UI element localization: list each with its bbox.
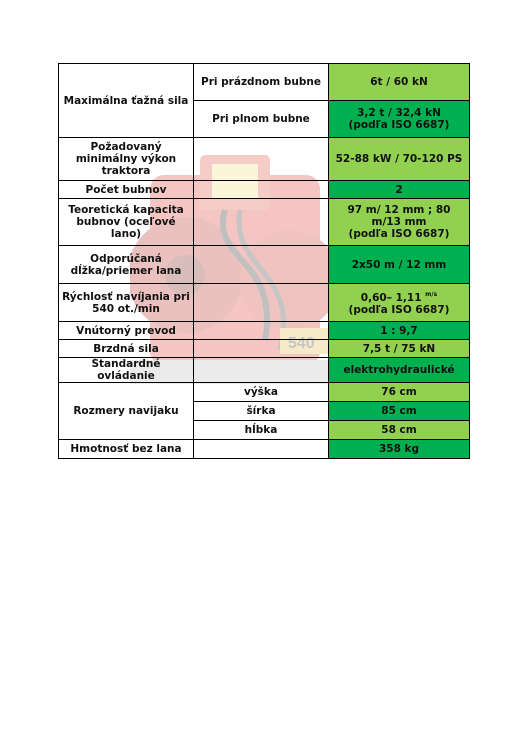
value-cell: 1 : 9,7 <box>329 322 470 340</box>
value-unit: m/s <box>425 291 438 298</box>
table-row <box>59 358 470 383</box>
value-cell: 76 cm <box>329 383 470 402</box>
value-cell <box>329 199 470 246</box>
table-row <box>59 199 470 246</box>
value-cell: 6t / 60 kN <box>329 64 470 101</box>
empty-cell <box>194 138 329 181</box>
value-cell: 85 cm <box>329 402 470 421</box>
value-main: 0,60– 1,11 <box>360 292 422 304</box>
value-cell <box>329 284 470 322</box>
empty-cell <box>194 246 329 284</box>
table-row <box>59 181 470 199</box>
watermark-badge-text: 540 <box>288 335 315 352</box>
table-row <box>59 138 470 181</box>
label-cell: Rýchlosť navíjania pri 540 ot./min <box>59 284 194 322</box>
sublabel-cell: výška <box>194 383 329 402</box>
label-cell: Teoretická kapacita bubnov (oceľové lano) <box>59 199 194 246</box>
empty-cell <box>194 322 329 340</box>
value-cell: 2x50 m / 12 mm <box>329 246 470 284</box>
label-cell: Brzdná sila <box>59 340 194 358</box>
empty-cell <box>194 199 329 246</box>
sublabel-cell: Pri prázdnom bubne <box>194 64 329 101</box>
value-line: (podľa ISO 6687) <box>348 119 450 131</box>
empty-cell <box>194 340 329 358</box>
table-row <box>59 322 470 340</box>
sublabel-cell: šírka <box>194 402 329 421</box>
empty-cell <box>194 358 329 383</box>
value-cell: 2 <box>329 181 470 199</box>
value-cell: 58 cm <box>329 421 470 440</box>
label-cell: Štandardné ovládanie <box>59 358 194 383</box>
empty-cell <box>194 181 329 199</box>
value-note: (podľa ISO 6687) <box>348 304 450 316</box>
value-line: 97 m/ 12 mm ; 80 m/13 mm <box>347 204 451 228</box>
value-line: (podľa ISO 6687) <box>348 228 450 240</box>
empty-cell <box>194 440 329 459</box>
label-cell: Hmotnosť bez lana <box>59 440 194 459</box>
label-cell: Požadovaný minimálny výkon traktora <box>59 138 194 181</box>
table-row <box>59 246 470 284</box>
value-cell: 7,5 t / 75 kN <box>329 340 470 358</box>
value-line: 3,2 t / 32,4 kN <box>357 107 441 119</box>
value-cell: 358 kg <box>329 440 470 459</box>
table-row <box>59 64 470 101</box>
label-cell: Vnútorný prevod <box>59 322 194 340</box>
label-cell: Rozmery navijaku <box>59 383 194 440</box>
sublabel-cell: hĺbka <box>194 421 329 440</box>
label-cell: Počet bubnov <box>59 181 194 199</box>
table-row <box>59 383 470 402</box>
value-cell: 52-88 kW / 70-120 PS <box>329 138 470 181</box>
value-cell: elektrohydraulické <box>329 358 470 383</box>
table-row <box>59 340 470 358</box>
spec-table <box>58 63 470 459</box>
value-cell <box>329 101 470 138</box>
label-cell: Odporúčaná dĺžka/priemer lana <box>59 246 194 284</box>
empty-cell <box>194 284 329 322</box>
sublabel-cell: Pri plnom bubne <box>194 101 329 138</box>
table-row <box>59 284 470 322</box>
label-cell: Maximálna ťažná sila <box>59 64 194 138</box>
table-row <box>59 440 470 459</box>
